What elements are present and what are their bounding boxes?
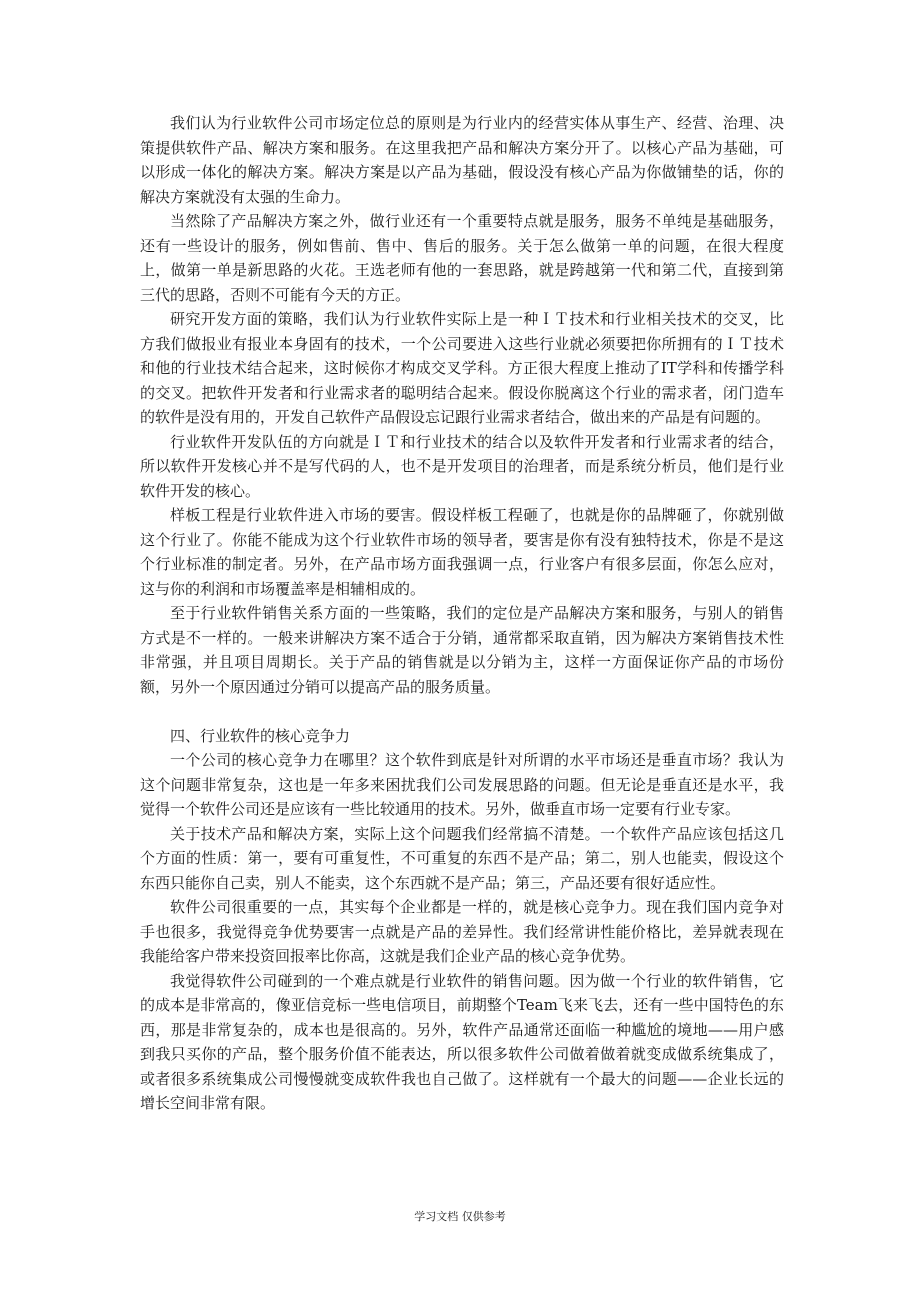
document-body [140, 111, 784, 1116]
section-heading: 四、行业软件的核心竞争力 [170, 726, 351, 745]
body-paragraph: 关于技术产品和解决方案，实际上这个问题我们经常搞不清楚。一个软件产品应该包括这几个方面的性质：第一，要有可重复性，不可重复的东西不是产品；第二，别人也能卖，假设这个东西只能你自己卖，别人不能卖，这个东西就不是产品；第三，产品还要有很好适应性。 [140, 824, 784, 892]
body-paragraph: 我们认为行业软件公司市场定位总的原则是为行业内的经营实体从事生产、经营、治理、决策提供软件产品、解决方案和服务。在这里我把产品和解决方案分开了。以核心产品为基础，可以形成一体化的解决方案。解决方案是以产品为基础，假设没有核心产品为你做铺垫的话，你的解决方案就没有太强的生命力。 [140, 114, 784, 206]
body-paragraph: 当然除了产品解决方案之外，做行业还有一个重要特点就是服务，服务不单纯是基础服务，还有一些设计的服务，例如售前、售中、售后的服务。关于怎么做第一单的问题，在很大程度上，做第一单是新思路的火花。王选老师有他的一套思路，就是跨越第一代和第二代，直接到第三代的思路，否则不可能有今天的方正。 [140, 212, 784, 304]
body-paragraph: 研究开发方面的策略，我们认为行业软件实际上是一种ＩＴ技术和行业相关技术的交叉，比方我们做报业有报业本身固有的技术，一个公司要进入这些行业就必须要把你所拥有的ＩＴ技术和他的行业技术结合起来，这时候你才构成交叉学科。方正很大程度上推动了IT学科和传播学科的交叉。把软件开发者和行业需求者的聪明结合起来。假设你脱离这个行业的需求者，闭门造车的软件是没有用的，开发自己软件产品假设忘记跟行业需求者结合，做出来的产品是有问题的。 [140, 310, 784, 426]
body-paragraph: 至于行业软件销售关系方面的一些策略，我们的定位是产品解决方案和服务，与别人的销售方式是不一样的。一般来讲解决方案不适合于分销，通常都采取直销，因为解决方案销售技术性非常强，并且项目周期长。关于产品的销售就是以分销为主，这样一方面保证你产品的市场份额，另外一个原因通过分销可以提高产品的服务质量。 [140, 604, 784, 696]
body-paragraph: 我觉得软件公司碰到的一个难点就是行业软件的销售问题。因为做一个行业的软件销售，它的成本是非常高的，像亚信竞标一些电信项目，前期整个Team飞来飞去，还有一些中国特色的东西，那是非常复杂的，成本也是很高的。另外，软件产品通常还面临一种尴尬的境地——用户感到我只买你的产品，整个服务价值不能表达，所以很多软件公司做着做着就变成做系统集成了，或者很多系统集成公司慢慢就变成软件我也自己做了。这样就有一个最大的问题——企业长远的增长空间非常有限。 [140, 971, 784, 1112]
body-paragraph: 行业软件开发队伍的方向就是ＩＴ和行业技术的结合以及软件开发者和行业需求者的结合，所以软件开发核心并不是写代码的人，也不是开发项目的治理者，而是系统分析员，他们是行业软件开发的核心。 [140, 432, 784, 500]
page-footer: 学习文档 仅供参考 [414, 1210, 506, 1223]
body-paragraph: 软件公司很重要的一点，其实每个企业都是一样的，就是核心竞争力。现在我们国内竞争对手也很多，我觉得竞争优势要害一点就是产品的差异性。我们经常讲性能价格比，差异就表现在我能给客户带来投资回报率比你高，这就是我们企业产品的核心竞争优势。 [140, 898, 784, 965]
body-paragraph: 一个公司的核心竞争力在哪里？这个软件到底是针对所谓的水平市场还是垂直市场？我认为这个问题非常复杂，这也是一年多来困扰我们公司发展思路的问题。但无论是垂直还是水平，我觉得一个软件公司还是应该有一些比较通用的技术。另外，做垂直市场一定要有行业专家。 [140, 751, 784, 818]
body-paragraph: 样板工程是行业软件进入市场的要害。假设样板工程砸了，也就是你的品牌砸了，你就别做这个行业了。你能不能成为这个行业软件市场的领导者，要害是你有没有独特技术，你是不是这个行业标准的制定者。另外，在产品市场方面我强调一点，行业客户有很多层面，你怎么应对，这与你的利润和市场覆盖率是相辅相成的。 [140, 506, 784, 598]
